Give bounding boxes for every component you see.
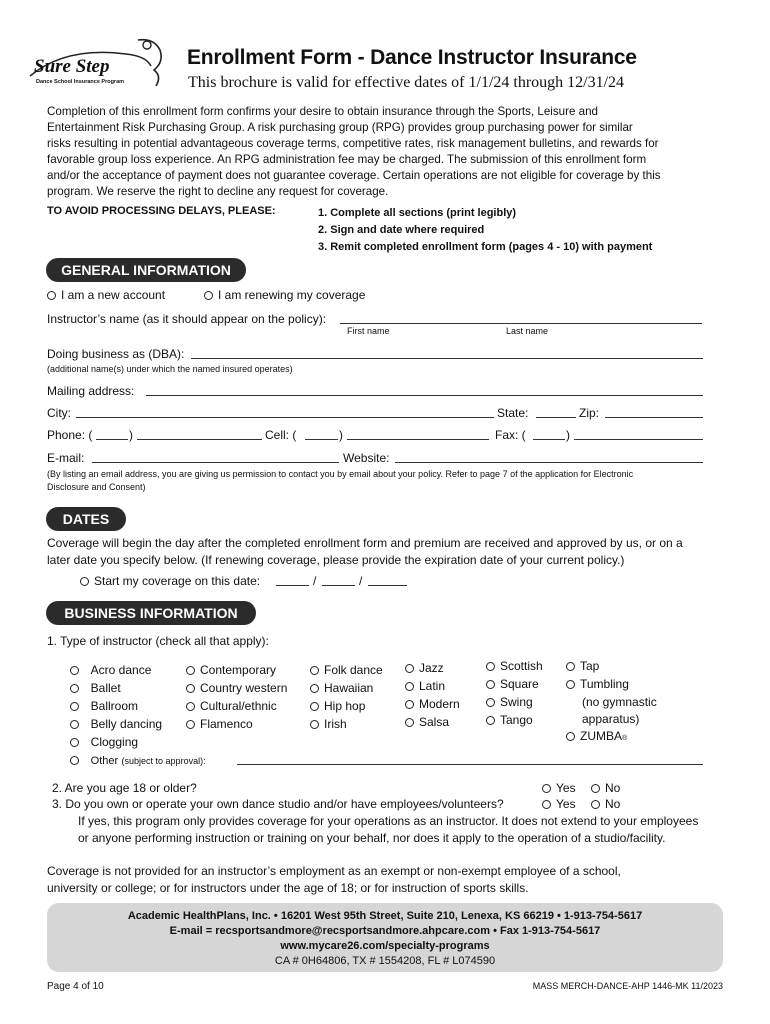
instructor-type-option[interactable]	[70, 663, 151, 677]
zip-field[interactable]	[605, 405, 703, 418]
intro-line: Entertainment Risk Purchasing Group. A risk purchasing group (RPG) provides group purchasing power for similar	[47, 121, 633, 134]
instructor-name-field[interactable]	[340, 311, 702, 324]
business-information-heading: BUSINESS INFORMATION	[46, 601, 256, 625]
phone-label: Phone: (	[47, 428, 93, 442]
start-month-field[interactable]	[276, 573, 309, 586]
intro-line: risks resulting in potential advantageous coverage terms, competitive rates, risk management bulletins, and rewards for	[47, 137, 659, 150]
checkbox-icon[interactable]	[405, 682, 414, 691]
instructor-type-option[interactable]	[70, 735, 138, 749]
start-coverage-radio[interactable]	[80, 577, 89, 586]
instructor-type-option[interactable]	[186, 717, 253, 731]
checkbox-icon[interactable]	[566, 732, 575, 741]
tumbling-note-line: (no gymnastic	[582, 695, 657, 709]
option-label: Irish	[324, 717, 347, 731]
mailing-address-field[interactable]	[146, 383, 703, 396]
checkbox-icon[interactable]	[405, 700, 414, 709]
new-account-option[interactable]	[47, 288, 165, 302]
checkbox-icon[interactable]	[566, 680, 575, 689]
option-label: Tap	[580, 659, 600, 673]
checkbox-icon[interactable]	[486, 716, 495, 725]
cell-label: Cell: (	[265, 428, 297, 442]
email-note-line: Disclosure and Consent)	[47, 482, 146, 492]
option-label: Belly dancing	[90, 717, 163, 731]
instructor-type-option[interactable]	[310, 663, 383, 677]
fax-label: Fax: (	[495, 428, 526, 442]
page-subtitle: This brochure is valid for effective dates of 1/1/24 through 12/31/24	[188, 74, 625, 91]
other-option[interactable]	[70, 753, 206, 767]
checkbox-icon[interactable]	[405, 718, 414, 727]
instructor-type-option[interactable]	[70, 681, 121, 695]
logo-tagline: Dance School Insurance Program	[36, 79, 125, 85]
option-label: Contemporary	[200, 663, 277, 677]
option-label: Ballet	[90, 681, 121, 695]
tumbling-note-line: apparatus)	[582, 712, 640, 726]
studio-question: 3. Do you own or operate your own dance studio and/or have employees/volunteers?	[52, 797, 504, 811]
start-year-field[interactable]	[368, 573, 407, 586]
general-information-heading: GENERAL INFORMATION	[46, 258, 246, 282]
option-label: Latin	[419, 679, 446, 693]
option-label: Ballroom	[90, 699, 139, 713]
step-item: 2. Sign and date where required	[318, 224, 485, 236]
cell-paren: )	[339, 428, 343, 442]
checkbox-icon[interactable]	[486, 698, 495, 707]
coverage-note-line: university or college; or for instructors under the age of 18; or for instruction of sports skills.	[47, 881, 529, 895]
avoid-steps	[318, 205, 652, 256]
checkbox-icon[interactable]	[70, 666, 79, 675]
instructor-type-option[interactable]	[310, 681, 373, 695]
age-no-option[interactable]	[591, 781, 620, 795]
dates-text-line: later date you specify below. (If renewing coverage, please provide the expiration date of your current policy.)	[47, 553, 625, 567]
other-label: Other	[90, 755, 119, 767]
checkbox-icon[interactable]	[186, 684, 195, 693]
date-slash: /	[359, 574, 363, 588]
option-label: ZUMBA	[580, 729, 622, 743]
no-label: No	[605, 797, 621, 811]
dates-heading: DATES	[46, 507, 126, 531]
radio-icon[interactable]	[542, 784, 551, 793]
yes-label: Yes	[556, 797, 576, 811]
logo-brand-text: Sure Step	[34, 56, 110, 77]
intro-paragraph	[47, 104, 723, 200]
page-title: Enrollment Form - Dance Instructor Insurance	[187, 46, 637, 69]
instructor-type-option[interactable]	[405, 661, 444, 675]
footer-licenses: CA # 0H64806, TX # 1554208, FL # L074590	[274, 955, 496, 967]
studio-note-line: If yes, this program only provides coverage for your operations as an instructor. It does not extend to your employees	[78, 814, 699, 828]
instructor-name-row	[47, 312, 326, 326]
start-coverage-label: Start my coverage on this date:	[94, 574, 261, 588]
footer-address: Academic HealthPlans, Inc. • 16201 West 95th Street, Suite 210, Lenexa, KS 66219 • 1-913-754-5617	[127, 910, 643, 922]
instructor-type-option[interactable]	[186, 699, 277, 713]
dba-field[interactable]	[191, 346, 703, 359]
contact-footer-box	[47, 903, 723, 972]
email-note-line: (By listing an email address, you are giving us permission to contact you by email about your policy. Refer to page 7 of the application for Electronic	[47, 469, 634, 479]
radio-icon[interactable]	[591, 784, 600, 793]
instructor-type-question: 1. Type of instructor (check all that apply):	[47, 634, 269, 648]
registered-mark: ®	[622, 735, 628, 742]
instructor-type-option[interactable]	[405, 697, 460, 711]
step-item: 3. Remit completed enrollment form (pages 4 - 10) with payment	[318, 241, 653, 253]
sure-step-logo	[26, 36, 184, 90]
instructor-type-option[interactable]	[310, 717, 347, 731]
instructor-type-option[interactable]	[566, 659, 599, 673]
checkbox-icon[interactable]	[186, 720, 195, 729]
option-label: Tumbling	[580, 677, 629, 691]
step-item: 1. Complete all sections (print legibly)	[318, 207, 517, 219]
studio-note-line: or anyone performing instruction or training on your behalf, nor does it apply to the operation of a studio/facility.	[78, 831, 666, 845]
cell-number-field[interactable]	[347, 427, 489, 440]
instructor-type-option[interactable]	[486, 713, 533, 727]
cell-area-code-field[interactable]	[305, 427, 338, 440]
checkbox-icon[interactable]	[310, 666, 319, 675]
renewing-option[interactable]	[204, 288, 365, 302]
phone-paren: )	[129, 428, 133, 442]
fax-paren: )	[566, 428, 570, 442]
phone-area-code-field[interactable]	[96, 427, 128, 440]
dates-text-line: Coverage will begin the day after the completed enrollment form and premium are received and approved by us, or on a	[47, 536, 683, 550]
instructor-type-option[interactable]	[70, 699, 138, 713]
option-label: Modern	[419, 697, 460, 711]
option-label: Jazz	[419, 661, 444, 675]
option-label: Acro dance	[90, 663, 152, 677]
new-account-radio[interactable]	[47, 291, 56, 300]
yes-label: Yes	[556, 781, 576, 795]
checkbox-icon[interactable]	[186, 702, 195, 711]
option-label: Hawaiian	[324, 681, 374, 695]
age-yes-option[interactable]	[542, 781, 576, 795]
option-label: Scottish	[500, 659, 543, 673]
fax-number-field[interactable]	[574, 427, 703, 440]
instructor-type-option[interactable]	[70, 717, 162, 731]
checkbox-icon[interactable]	[70, 738, 79, 747]
checkbox-icon[interactable]	[70, 684, 79, 693]
option-label: Salsa	[419, 715, 450, 729]
date-slash: /	[313, 574, 317, 588]
checkbox-icon[interactable]	[310, 684, 319, 693]
checkbox-icon[interactable]	[405, 664, 414, 673]
dba-label: Doing business as (DBA):	[47, 347, 185, 361]
checkbox-icon[interactable]	[486, 680, 495, 689]
state-field[interactable]	[536, 405, 576, 418]
checkbox-icon[interactable]	[70, 720, 79, 729]
instructor-type-option[interactable]	[486, 659, 543, 673]
option-label: Tango	[500, 713, 533, 727]
instructor-type-option[interactable]	[405, 679, 445, 693]
instructor-type-option[interactable]	[186, 681, 287, 695]
zumba-option[interactable]	[566, 729, 627, 743]
other-field[interactable]	[237, 752, 703, 765]
footer-website[interactable]: www.mycare26.com/specialty-programs	[280, 940, 490, 952]
intro-line: favorable group loss experience. An RPG administration fee may be charged. The submission of this enrollment form	[47, 153, 647, 166]
checkbox-icon[interactable]	[186, 666, 195, 675]
start-day-field[interactable]	[322, 573, 355, 586]
instructor-type-option[interactable]	[566, 677, 629, 691]
footer-email[interactable]: E-mail = recsportsandmore@recsportsandmore.ahpcare.com • Fax 1-913-754-5617	[169, 925, 601, 937]
page-number: Page 4 of 10	[47, 981, 104, 992]
instructor-type-option[interactable]	[405, 715, 449, 729]
website-field[interactable]	[395, 450, 703, 463]
age-question: 2. Are you age 18 or older?	[52, 781, 197, 795]
city-field[interactable]	[76, 405, 494, 418]
other-note: (subject to approval):	[121, 756, 206, 766]
no-label: No	[605, 781, 621, 795]
coverage-note-line: Coverage is not provided for an instructor’s employment as an exempt or non-exempt employee of a school,	[47, 864, 621, 878]
start-coverage-option[interactable]	[80, 574, 260, 588]
option-label: Flamenco	[200, 717, 253, 731]
first-name-caption: First name	[347, 326, 390, 336]
email-field[interactable]	[92, 450, 339, 463]
zip-label: Zip:	[579, 406, 600, 420]
form-code: MASS MERCH-DANCE-AHP 1446-MK 11/2023	[532, 981, 723, 991]
phone-number-field[interactable]	[137, 427, 262, 440]
option-label: Hip hop	[324, 699, 366, 713]
instructor-type-option[interactable]	[486, 695, 533, 709]
state-label: State:	[497, 406, 529, 420]
intro-line: and/or the acceptance of payment does not guarantee coverage. Certain operations are not eligible for coverage by this	[47, 169, 661, 182]
city-label: City:	[47, 406, 71, 420]
radio-icon[interactable]	[542, 800, 551, 809]
instructor-name-label: Instructor’s name (as it should appear on the policy):	[47, 312, 327, 326]
studio-yes-option[interactable]	[542, 797, 576, 811]
option-label: Swing	[500, 695, 533, 709]
checkbox-icon[interactable]	[70, 702, 79, 711]
option-label: Folk dance	[324, 663, 383, 677]
mailing-address-label: Mailing address:	[47, 384, 135, 398]
checkbox-icon[interactable]	[310, 702, 319, 711]
intro-line: Completion of this enrollment form confirms your desire to obtain insurance through the Sports, Leisure and	[47, 105, 598, 118]
instructor-type-option[interactable]	[310, 699, 365, 713]
dba-note: (additional name(s) under which the named insured operates)	[47, 364, 293, 374]
last-name-caption: Last name	[506, 326, 549, 336]
option-label: Country western	[200, 681, 288, 695]
checkbox-icon[interactable]	[566, 662, 575, 671]
fax-area-code-field[interactable]	[533, 427, 565, 440]
renewing-label: I am renewing my coverage	[218, 288, 366, 302]
new-account-label: I am a new account	[61, 288, 166, 302]
option-label: Cultural/ethnic	[200, 699, 277, 713]
email-label: E-mail:	[47, 451, 85, 465]
instructor-type-option[interactable]	[486, 677, 539, 691]
studio-no-option[interactable]	[591, 797, 620, 811]
website-label: Website:	[343, 451, 390, 465]
instructor-type-option[interactable]	[186, 663, 276, 677]
radio-icon[interactable]	[591, 800, 600, 809]
option-label: Square	[500, 677, 539, 691]
renewing-radio[interactable]	[204, 291, 213, 300]
checkbox-icon[interactable]	[310, 720, 319, 729]
option-label: Clogging	[90, 735, 139, 749]
checkbox-icon[interactable]	[486, 662, 495, 671]
checkbox-icon[interactable]	[70, 756, 79, 765]
intro-line: program. We reserve the right to decline any request for coverage.	[47, 185, 389, 198]
avoid-delays-label: TO AVOID PROCESSING DELAYS, PLEASE:	[47, 205, 276, 217]
